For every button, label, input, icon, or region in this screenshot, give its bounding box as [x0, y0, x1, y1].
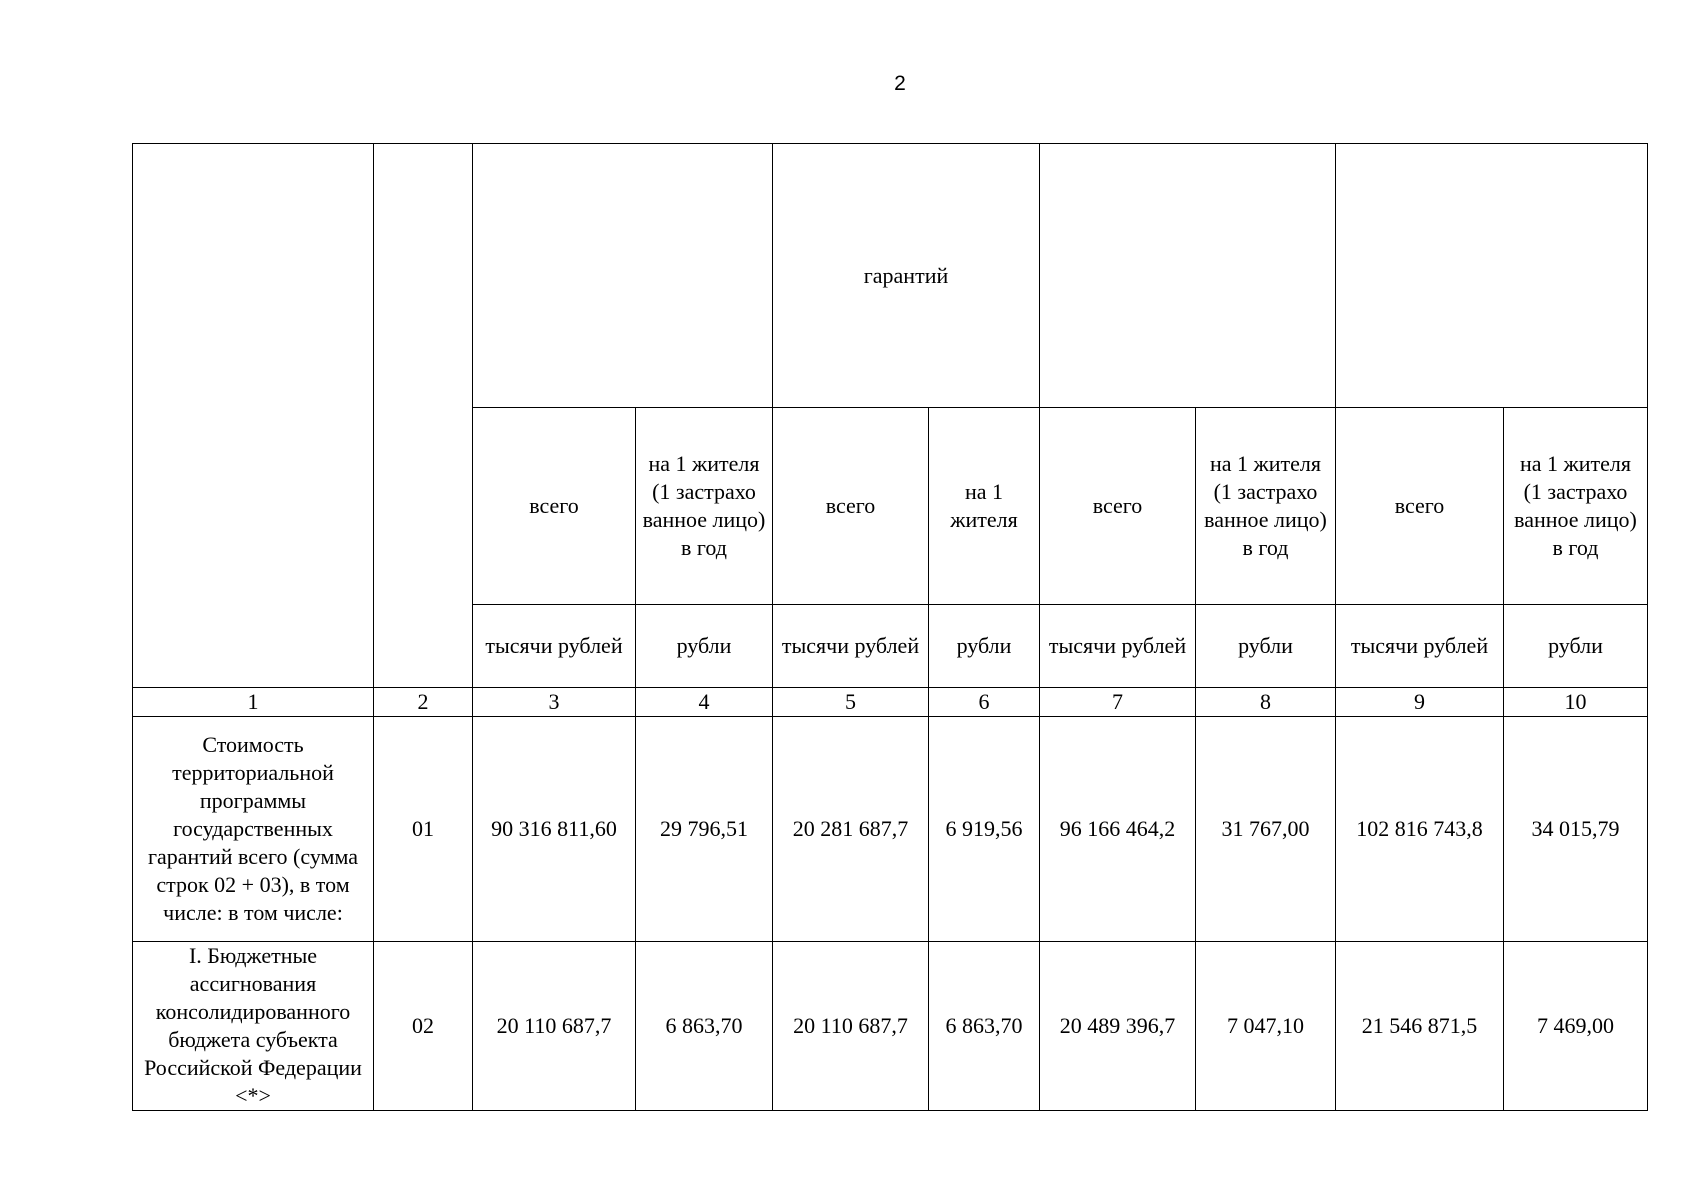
unit-cell: рубли [929, 605, 1040, 688]
unit-cell: тысячи рублей [773, 605, 929, 688]
page-number: 2 [894, 72, 906, 95]
row-label: Стоимость территориальной программы государственных гарантий всего (сумма строк 02 + 03), в том числе: в том числе: [133, 717, 374, 942]
row-label: I. Бюджетные ассигнования консолидированного бюджета субъекта Российской Федерации <*> [133, 942, 374, 1111]
subheader-cell: всего [473, 408, 636, 605]
value-cell: 31 767,00 [1196, 717, 1336, 942]
column-number: 3 [473, 688, 636, 717]
header-group-1 [473, 144, 773, 408]
subheader-cell: на 1 жителя (1 застрахо ванное лицо) в год [1504, 408, 1648, 605]
subheader-cell: всего [773, 408, 929, 605]
table-row [133, 942, 1648, 1111]
header-group-3 [1040, 144, 1336, 408]
header-group-4 [1336, 144, 1648, 408]
unit-cell: тысячи рублей [1040, 605, 1196, 688]
unit-cell: рубли [636, 605, 773, 688]
value-cell: 7 469,00 [1504, 942, 1648, 1111]
column-number: 1 [133, 688, 374, 717]
subheader-cell: всего [1040, 408, 1196, 605]
value-cell: 102 816 743,8 [1336, 717, 1504, 942]
column-number: 4 [636, 688, 773, 717]
value-cell: 90 316 811,60 [473, 717, 636, 942]
value-cell: 6 863,70 [929, 942, 1040, 1111]
value-cell: 34 015,79 [1504, 717, 1648, 942]
value-cell: 6 863,70 [636, 942, 773, 1111]
table-row [133, 717, 1648, 942]
column-number: 10 [1504, 688, 1648, 717]
value-cell: 21 546 871,5 [1336, 942, 1504, 1111]
column-number: 6 [929, 688, 1040, 717]
column-number: 5 [773, 688, 929, 717]
header-row-groups [133, 144, 1648, 408]
header-group-title: гарантий [773, 144, 1040, 408]
subheader-cell: всего [1336, 408, 1504, 605]
unit-cell: тысячи рублей [473, 605, 636, 688]
value-cell: 96 166 464,2 [1040, 717, 1196, 942]
subheader-cell: на 1 жителя (1 застрахо ванное лицо) в год [1196, 408, 1336, 605]
budget-table [132, 143, 1648, 1111]
column-number-row [133, 688, 1648, 717]
value-cell: 20 110 687,7 [473, 942, 636, 1111]
unit-cell: рубли [1504, 605, 1648, 688]
header-cell-blank-2 [374, 144, 473, 688]
value-cell: 20 489 396,7 [1040, 942, 1196, 1111]
value-cell: 20 110 687,7 [773, 942, 929, 1111]
column-number: 7 [1040, 688, 1196, 717]
subheader-cell: на 1 жителя [929, 408, 1040, 605]
column-number: 9 [1336, 688, 1504, 717]
column-number: 8 [1196, 688, 1336, 717]
value-cell: 29 796,51 [636, 717, 773, 942]
value-cell: 20 281 687,7 [773, 717, 929, 942]
column-number: 2 [374, 688, 473, 717]
row-code: 01 [374, 717, 473, 942]
value-cell: 6 919,56 [929, 717, 1040, 942]
value-cell: 7 047,10 [1196, 942, 1336, 1111]
subheader-cell: на 1 жителя (1 застрахо ванное лицо) в год [636, 408, 773, 605]
unit-cell: тысячи рублей [1336, 605, 1504, 688]
header-cell-blank-1 [133, 144, 374, 688]
row-code: 02 [374, 942, 473, 1111]
unit-cell: рубли [1196, 605, 1336, 688]
